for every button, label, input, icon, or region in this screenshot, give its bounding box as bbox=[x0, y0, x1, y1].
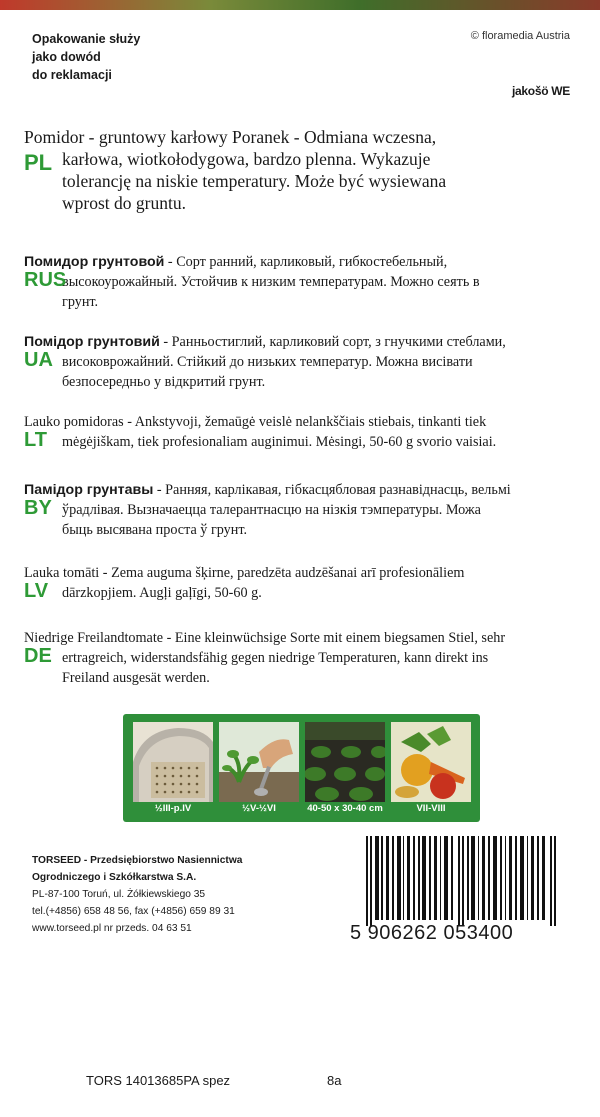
company-street: PL-87-100 Toruń, ul. Żółkiewskiego 35 bbox=[32, 889, 206, 900]
description-line: dārzkopjiem. Augļi gaļīgi, 50-60 g. bbox=[62, 585, 262, 601]
description-line: - Ранньостиглий, карликовий сорт, з гнучкими стеблами, bbox=[159, 334, 506, 350]
description-line: Freiland ausgesät werden. bbox=[62, 670, 210, 686]
complaint-notice bbox=[32, 30, 232, 84]
copyright-notice: © floramedia Austria bbox=[470, 30, 570, 42]
description-lt bbox=[24, 412, 572, 452]
description-line: високоврожайний. Стійкий до низьких температур. Можна висівати bbox=[62, 354, 473, 370]
description-ua bbox=[24, 332, 572, 392]
description-line: быць высявана проста ў грунт. bbox=[62, 522, 248, 538]
language-code-rus: RUS bbox=[24, 269, 67, 291]
description-by bbox=[24, 480, 572, 540]
description-de bbox=[24, 628, 572, 688]
language-code-lt: LT bbox=[24, 429, 47, 451]
barcode-number: 5 906262 053400 bbox=[350, 922, 514, 944]
description-pl bbox=[24, 126, 572, 214]
description-line: wprost do gruntu. bbox=[62, 193, 186, 213]
language-code-by: BY bbox=[24, 497, 52, 519]
language-code-ua: UA bbox=[24, 349, 53, 371]
company-name: TORSEED - Przedsiębiorstwo Nasiennictwa bbox=[32, 855, 243, 866]
variety-title: Помідор грунтовий bbox=[24, 334, 160, 350]
description-line: безпосередньо у відкритий грунт. bbox=[62, 374, 266, 390]
description-line: Lauko pomidoras - Ankstyvoji, žemaūgė veislė nelankščiais stiebais, tinkanti tiek bbox=[24, 414, 487, 430]
company-name-continued: Ogrodniczego i Szkółkarstwa S.A. bbox=[32, 872, 197, 883]
plant-spacing-label: 40-50 x 30-40 cm bbox=[307, 803, 383, 814]
planting-hand-icon bbox=[219, 722, 299, 802]
company-address bbox=[32, 852, 332, 937]
description-line: высокоурожайный. Устойчив к низким температурам. Можно сеять в bbox=[62, 274, 480, 290]
barcode-bars bbox=[350, 836, 572, 926]
top-photo-strip bbox=[0, 0, 600, 10]
description-line: ўрадлівая. Вызначаецца талерантнасцю на нізкія тэмпературы. Можа bbox=[62, 502, 481, 518]
description-line: грунт. bbox=[62, 294, 99, 310]
print-number: 8a bbox=[327, 1073, 342, 1088]
claim-line: jako dowód bbox=[32, 50, 101, 64]
description-line: Lauka tomāti - Zema auguma šķirne, paredzēta audzēšanai arī profesionāliem bbox=[24, 565, 465, 581]
variety-title: Памідор грунтавы bbox=[24, 482, 154, 498]
sowing-period-label: ½III-p.IV bbox=[154, 803, 192, 814]
planting-period-label: ½V-½VI bbox=[242, 803, 276, 814]
quality-mark: jakošö WE bbox=[512, 84, 570, 98]
language-code-de: DE bbox=[24, 645, 52, 667]
harvest-period-label: VII-VIII bbox=[416, 803, 446, 814]
description-line: mėgėjiškam, tiek profesionaliam auginimui. Mėsingi, 50-60 g svorio vaisiai. bbox=[62, 434, 497, 450]
claim-line: do reklamacji bbox=[32, 68, 112, 82]
variety-title: Помидор грунтовой bbox=[24, 254, 165, 270]
description-rus bbox=[24, 252, 572, 312]
company-phone: tel.(+4856) 658 48 56, fax (+4856) 659 89 31 bbox=[32, 906, 235, 917]
description-line: - Ранняя, карлікавая, гібкасцябловая разнавіднасць, вельмі bbox=[153, 482, 511, 498]
description-line: Pomidor - gruntowy karłowy Poranek - Odmiana wczesna, bbox=[24, 127, 437, 147]
language-code-pl: PL bbox=[24, 150, 53, 175]
greenhouse-sowing-icon bbox=[133, 722, 213, 802]
spacing-field-icon bbox=[305, 722, 385, 802]
harvest-vegetables-icon bbox=[391, 722, 471, 802]
language-code-lv: LV bbox=[24, 580, 49, 602]
description-line: - Сорт ранний, карликовый, гибкостебельный, bbox=[164, 254, 448, 270]
description-line: ertragreich, widerstandsfähig gegen niedrige Temperaturen, kann direkt ins bbox=[62, 650, 489, 666]
cultivation-calendar bbox=[123, 714, 480, 822]
claim-line: Opakowanie służy bbox=[32, 32, 141, 46]
description-line: Niedrige Freilandtomate - Eine kleinwüchsige Sorte mit einem biegsamen Stiel, sehr bbox=[24, 630, 506, 646]
company-website: www.torseed.pl nr przeds. 04 63 51 bbox=[32, 923, 192, 934]
description-line: karłowa, wiotkołodygowa, bardzo plenna. Wykazuje bbox=[62, 149, 431, 169]
ean-barcode bbox=[350, 836, 572, 954]
description-lv bbox=[24, 563, 572, 603]
description-line: tolerancję na niskie temperatury. Może być wysiewana bbox=[62, 171, 447, 191]
product-code: TORS 14013685PA spez bbox=[86, 1073, 231, 1088]
